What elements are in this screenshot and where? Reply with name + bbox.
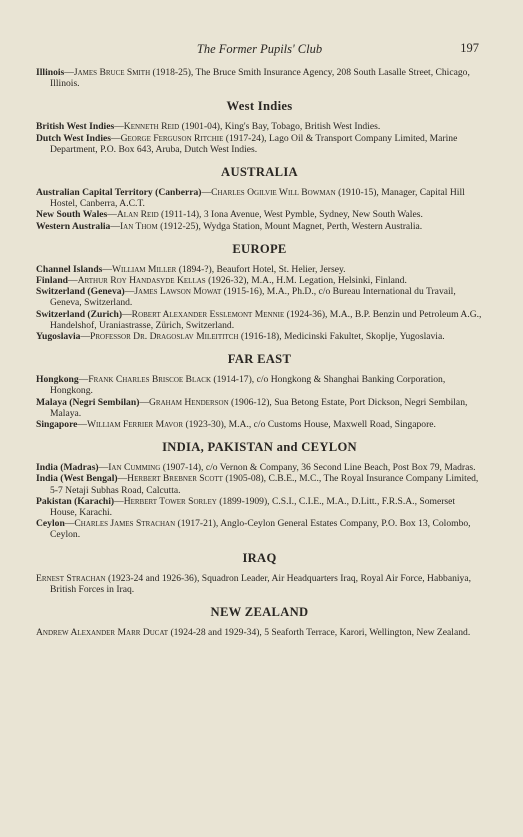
directory-entry: Switzerland (Geneva)—James Lawson Mowat (1915-16), M.A., Ph.D., c/o Bureau International du Travail, Geneva, Switzerland. [36, 286, 456, 309]
entry-person: James Bruce Smith [73, 67, 151, 78]
directory-entry [36, 573, 483, 595]
section-heading: EUROPE [232, 241, 287, 256]
directory-entry: India (Madras)—Ian Cumming (1907-14), c/o Vernon & Company, 36 Second Line Beach, Post Box 79, Madras. [36, 462, 476, 474]
entry-person: Charles James Strachan [74, 518, 176, 530]
section-heading: IRAQ [242, 550, 277, 565]
entry-location: Illinois [36, 67, 65, 78]
directory-entry: Australian Capital Territory (Canberra)—Charles Ogilvie Will Bowman (1910-15), Manager, Capital Hill Hostel, Canberra, A.C.T. [36, 187, 465, 210]
entry-details: (1917-24), Lago Oil & Transport Company Limited, Marine Department, P.O. Box 643, Aruba, Dutch West Indies. [50, 132, 458, 155]
directory-entry: British West Indies—Kenneth Reid (1901-04), King's Bay, Tobago, British West Indies. [36, 121, 381, 133]
entry-details: (1923-24 and 1926-36), Squadron Leader, Air Headquarters Iraq, Royal Air Force, Habbaniya, British Forces in Iraq. [50, 572, 472, 595]
entry-details: (1918-25), The Bruce Smith Insurance Agency, 208 South Lasalle Street, Chicago, Illinois. [50, 67, 470, 90]
running-title: The Former Pupils' Club [196, 42, 323, 56]
entry-details: (1907-14), c/o Vernon & Company, 36 Second Line Beach, Post Box 79, Madras. [160, 462, 476, 474]
entry-details: (1910-15), Manager, Capital Hill Hostel, Canberra, A.C.T. [50, 187, 465, 210]
entry-person: Herbert Tower Sorley [123, 495, 217, 507]
entry-location: Malaya (Negri Sembilan) [36, 396, 140, 408]
entry-person: William Ferrier Mavor [87, 419, 184, 431]
directory-entry: Illinois—James Bruce Smith (1918-25), The Bruce Smith Insurance Agency, 208 South Lasalle Street, Chicago, Illinois. [36, 67, 470, 90]
entry-person: Ernest Strachan [36, 572, 106, 584]
entry-location: Hongkong [36, 374, 79, 386]
entry-details: (1901-04), King's Bay, Tobago, British West Indies. [179, 121, 381, 133]
directory-entry: Singapore—William Ferrier Mavor (1923-30), M.A., c/o Customs House, Maxwell Road, Singapore. [36, 419, 436, 431]
directory-entry: Ceylon—Charles James Strachan (1917-21), Anglo-Ceylon General Estates Company, P.O. Box 13, Colombo, Ceylon. [36, 518, 471, 541]
entry-details: (1914-17), c/o Hongkong & Shanghai Banking Corporation, Hongkong. [50, 374, 446, 397]
entry-details: (1924-36), M.A., B.P. Benzin und Petroleum A.G., Handelshof, Uraniastrasse, Zürich, Switzerland. [50, 308, 482, 331]
entry-details: (1906-12), Sua Betong Estate, Port Dickson, Negri Sembilan, Malaya. [50, 396, 468, 419]
entry-details: (1894-?), Beaufort Hotel, St. Helier, Jersey. [176, 263, 346, 275]
directory-entry: India (West Bengal)—Herbert Brebner Scott (1905-08), C.B.E., M.C., The Royal Insurance Company Limited, 5-7 Netaji Subhas Road, Calcutta. [36, 473, 479, 496]
entry-location: Pakistan (Karachi) [36, 495, 115, 507]
directory-entry: Dutch West Indies—George Ferguson Ritchie (1917-24), Lago Oil & Transport Company Limited, Marine Department, P.O. Box 643, Aruba, Dutch West Indies. [36, 132, 458, 155]
entry-details: (1917-21), Anglo-Ceylon General Estates Company, P.O. Box 13, Colombo, Ceylon. [50, 518, 471, 541]
entry-details: (1926-32), M.A., H.M. Legation, Helsinki, Finland. [205, 275, 407, 287]
entry-location: Switzerland (Zurich) [36, 308, 123, 320]
entry-person: James Lawson Mowat [134, 286, 222, 298]
entry-details: (1912-25), Wydga Station, Mount Magnet, Perth, Western Australia. [157, 220, 423, 232]
entry-location: India (Madras) [36, 462, 99, 474]
entry-location: Dutch West Indies [36, 132, 111, 144]
entry-person: Arthur Roy Handasyde Kellas [77, 275, 206, 287]
entry-person: Frank Charles Briscoe Black [88, 374, 212, 386]
entry-location: Yugoslavia [36, 331, 81, 343]
entry-details: (1924-28 and 1929-34), 5 Seaforth Terrace, Karori, Wellington, New Zealand. [168, 627, 471, 639]
entry-person: Andrew Alexander Marr Ducat [36, 627, 169, 639]
section-heading: INDIA, PAKISTAN and CEYLON [162, 440, 357, 455]
entry-person: Charles Ogilvie Will Bowman [211, 187, 336, 199]
entry-location: Finland [36, 275, 68, 287]
entry-person: William Miller [111, 263, 177, 275]
entry-person: Ian Cumming [108, 462, 161, 474]
entry-details: (1915-16), M.A., Ph.D., c/o Bureau International du Travail, Geneva, Switzerland. [50, 286, 456, 309]
directory-entry: Pakistan (Karachi)—Herbert Tower Sorley (1899-1909), C.S.I., C.I.E., M.A., D.Litt., F.R.S.A., Somerset House, Karachi. [36, 495, 456, 519]
entry-person: Herbert Brebner Scott [127, 473, 223, 485]
directory-entry: New South Wales—Alan Reid (1911-14), 3 Iona Avenue, West Pymble, Sydney, New South Wales. [36, 209, 423, 221]
directory-entry: Western Australia—Ian Thom (1912-25), Wydga Station, Mount Magnet, Perth, Western Australia. [36, 220, 423, 232]
entry-location: Singapore [36, 419, 78, 431]
entry-person: George Ferguson Ritchie [120, 132, 224, 144]
directory-entry: Yugoslavia—Professor Dr. Dragoslav Mileititch (1916-18), Medicinski Fakultet, Skoplje, Yugoslavia. [36, 331, 445, 343]
entry-location: India (West Bengal) [36, 473, 118, 485]
entry-details: (1923-30), M.A., c/o Customs House, Maxwell Road, Singapore. [183, 419, 436, 431]
entry-location: Ceylon [36, 518, 65, 530]
entry-location: Channel Islands [36, 263, 103, 275]
section-heading: West Indies [226, 99, 293, 114]
entry-details: (1905-08), C.B.E., M.C., The Royal Insurance Company Limited, 5-7 Netaji Subhas Road, Calcutta. [50, 473, 479, 496]
entry-location: British West Indies [36, 121, 115, 133]
section-heading: FAR EAST [227, 352, 292, 367]
page-number: 197 [460, 41, 479, 55]
directory-entry: Channel Islands—William Miller (1894-?), Beaufort Hotel, St. Helier, Jersey. [36, 263, 346, 275]
entry-details: (1899-1909), C.S.I., C.I.E., M.A., D.Litt., F.R.S.A., Somerset House, Karachi. [50, 495, 456, 519]
directory-entry [36, 627, 483, 638]
entry-person: Alan Reid [116, 209, 159, 221]
directory-entry: Switzerland (Zurich)—Robert Alexander Esslemont Mennie (1924-36), M.A., B.P. Benzin und Petroleum A.G., Handelshof, Uraniastrasse, Zürich, Switzerland. [36, 308, 482, 331]
entry-details: (1911-14), 3 Iona Avenue, West Pymble, Sydney, New South Wales. [158, 209, 423, 221]
entry-person: Ian Thom [119, 220, 158, 232]
directory-content [36, 67, 483, 638]
entry-details: (1916-18), Medicinski Fakultet, Skoplje, Yugoslavia. [238, 331, 445, 343]
directory-entry: Malaya (Negri Sembilan)—Graham Henderson (1906-12), Sua Betong Estate, Port Dickson, Negri Sembilan, Malaya. [36, 396, 468, 419]
entry-location: Australian Capital Territory (Canberra) [36, 187, 202, 199]
directory-entry: Hongkong—Frank Charles Briscoe Black (1914-17), c/o Hongkong & Shanghai Banking Corporation, Hongkong. [36, 374, 446, 397]
section-heading: NEW ZEALAND [210, 605, 309, 620]
directory-entry: Finland—Arthur Roy Handasyde Kellas (1926-32), M.A., H.M. Legation, Helsinki, Finland. [36, 275, 407, 287]
entry-person: Robert Alexander Esslemont Mennie [131, 308, 285, 320]
section-heading: AUSTRALIA [221, 165, 298, 180]
entry-location: New South Wales [36, 209, 108, 221]
entry-person: Professor Dr. Dragoslav Mileititch [90, 331, 239, 343]
entry-person: Graham Henderson [148, 396, 229, 408]
entry-location: Western Australia [36, 220, 111, 232]
entry-location: Switzerland (Geneva) [36, 286, 125, 298]
running-header [36, 38, 483, 60]
entry-person: Kenneth Reid [123, 121, 180, 133]
